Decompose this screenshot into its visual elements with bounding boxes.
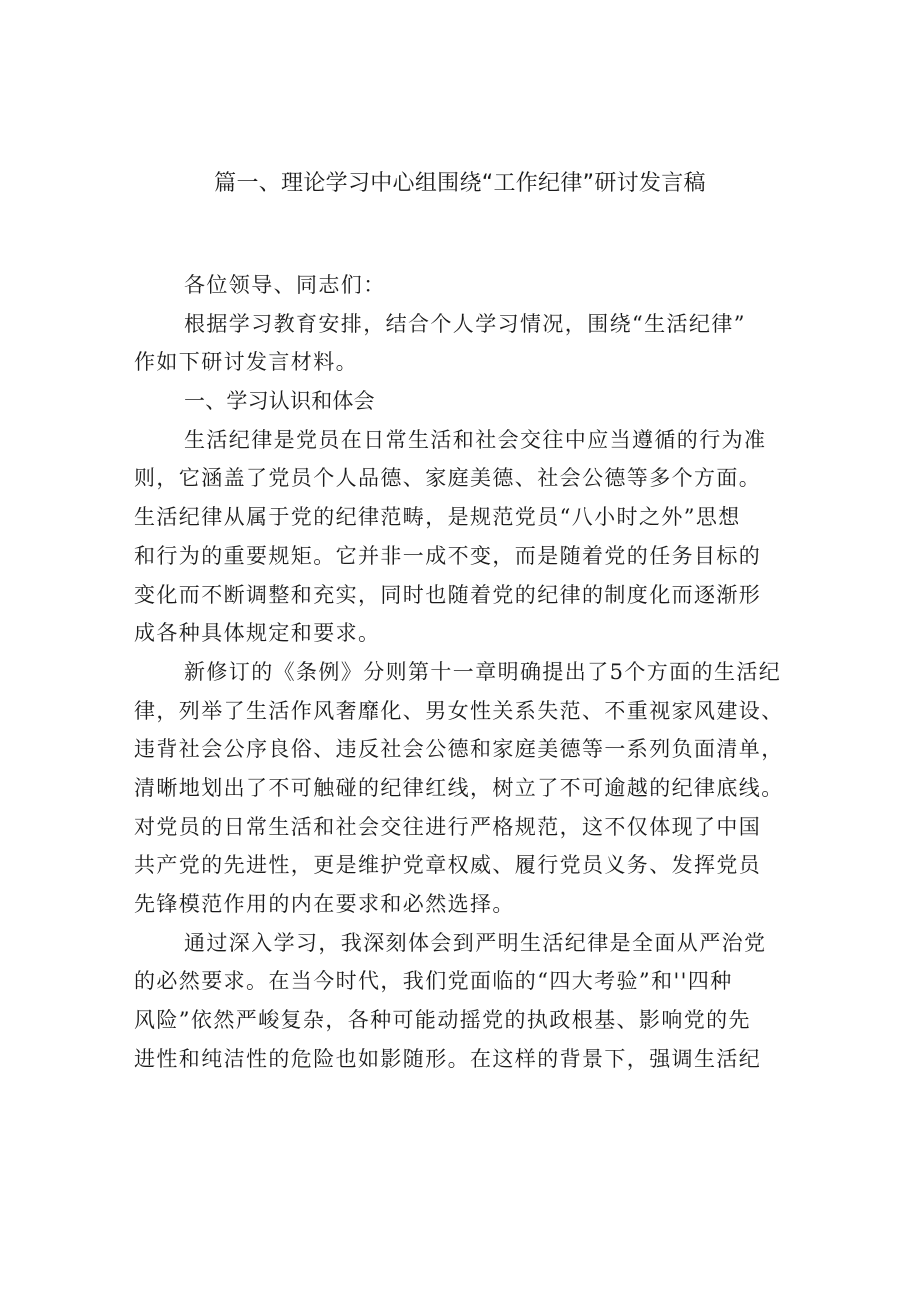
intro-line: 根据学习教育安排，结合个人学习情况，围绕“生活纪律” (184, 311, 746, 336)
paragraph-1-line: 和行为的重要规矩。它并非一成不变，而是随着党的任务目标的 (134, 543, 762, 568)
paragraph-2-line: 先锋模范作用的内在要求和必然选择。 (134, 892, 515, 916)
document-body (134, 266, 794, 1078)
paragraph-1-line: 生活纪律从属于党的纪律范畴，是规范党员“八小时之外”思想 (134, 505, 741, 530)
document-title: 篇一、理论学习中心组围绕“工作纪律”研讨发言稿 (214, 171, 706, 196)
paragraph-2-line: 清晰地划出了不可触碰的纪律红线，树立了不可逾越的纪律底线。 (134, 775, 784, 800)
paragraph-2-line: 新修订的《条例》分则第十一章明确提出了5个方面的生活纪 (184, 659, 782, 684)
paragraph-3-line: 的必然要求。在当今时代，我们党面临的“四大考验”和''四种 (134, 969, 733, 994)
paragraph-1-line: 生活纪律是党员在日常生活和社会交往中应当遵循的行为准 (184, 427, 767, 452)
salutation: 各位领导、同志们： (184, 273, 386, 297)
paragraph-2-line: 共产党的先进性，更是维护党章权威、履行党员义务、发挥党员 (134, 853, 762, 878)
paragraph-1-line: 则，它涵盖了党员个人品德、家庭美德、社会公德等多个方面。 (134, 466, 762, 491)
intro-line: 作如下研讨发言材料。 (134, 350, 358, 375)
paragraph-3-line: 通过深入学习，我深刻体会到严明生活纪律是全面从严治党 (184, 930, 767, 955)
paragraph-3-line: 进性和纯洁性的危险也如影随形。在这样的背景下，强调生活纪 (134, 1046, 762, 1071)
paragraph-1-line: 变化而不断调整和充实，同时也随着党的纪律的制度化而逐渐形 (134, 582, 762, 607)
section-heading: 一、学习认识和体会 (184, 389, 375, 414)
paragraph-2-line: 违背社会公序良俗、违反社会公德和家庭美德等一系列负面清单， (134, 737, 784, 762)
paragraph-3-line: 风险”依然严峻复杂，各种可能动摇党的执政根基、影响党的先 (134, 1008, 751, 1033)
paragraph-2-line: 对党员的日常生活和社会交往进行严格规范，这不仅体现了中国 (134, 814, 762, 839)
paragraph-1-line: 成各种具体规定和要求。 (134, 621, 381, 646)
paragraph-2-line: 律，列举了生活作风奢靡化、男女性关系失范、不重视家风建设、 (134, 698, 784, 723)
